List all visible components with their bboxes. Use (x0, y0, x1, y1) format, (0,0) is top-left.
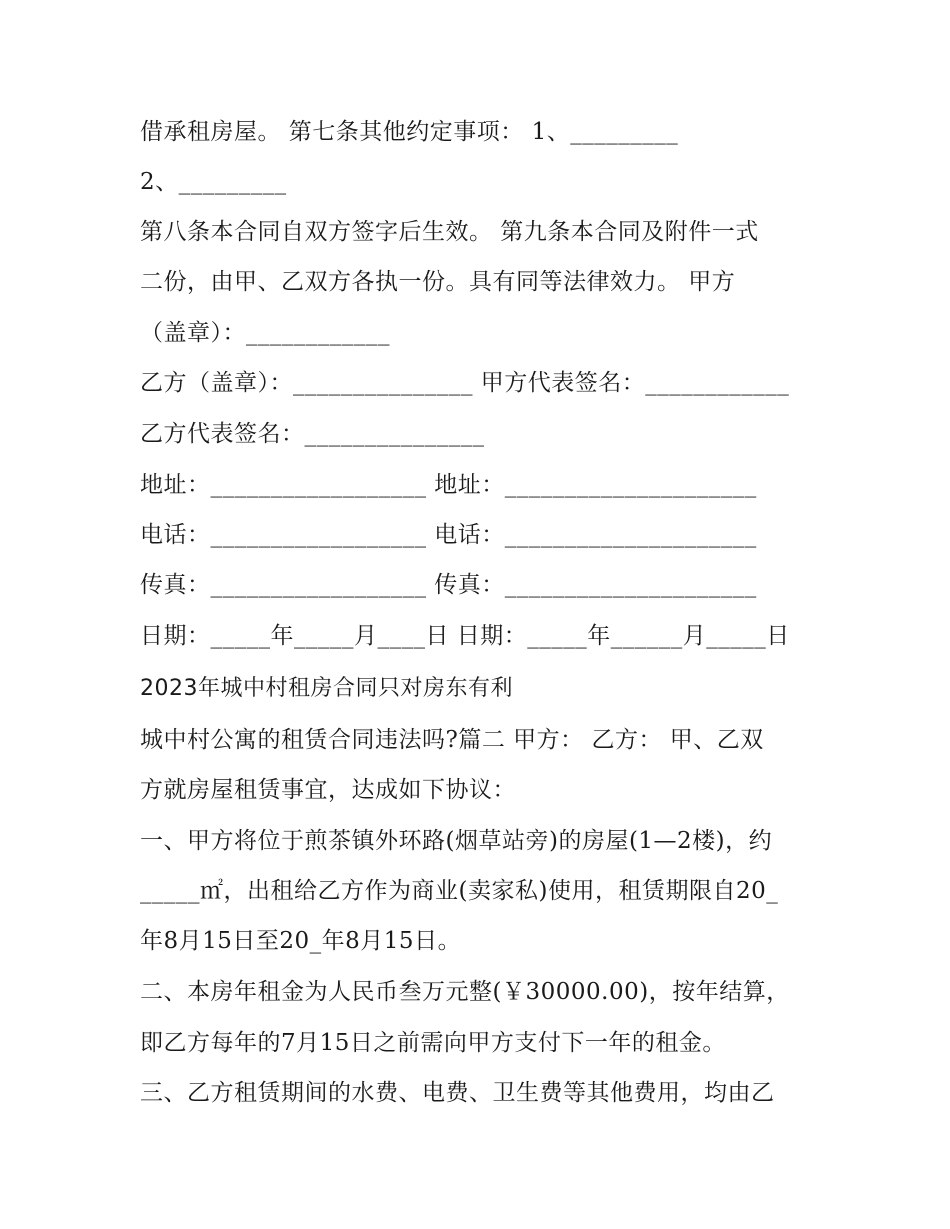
text-line-13: 城中村公寓的租赁合同违法吗?篇二 甲方： 乙方： 甲、乙双 (140, 727, 764, 753)
text-line-8: 地址：__________________ 地址：_____________________ (140, 472, 757, 498)
text-line-2: 2、_________ (140, 169, 287, 195)
text-line-10: 传真：__________________ 传真：_____________________ (140, 572, 757, 598)
text-line-6: 乙方（盖章）：_______________ 甲方代表签名：____________ (140, 370, 790, 396)
text-line-9: 电话：__________________ 电话：_____________________ (140, 522, 757, 548)
text-line-18: 二、本房年租金为人民币叁万元整(￥30000.00)，按年结算， (140, 979, 790, 1005)
text-line-5: （盖章）：____________ (140, 320, 390, 346)
text-line-4: 二份，由甲、乙双方各执一份。具有同等法律效力。 甲方 (140, 269, 736, 295)
text-line-7: 乙方代表签名：_______________ (140, 421, 485, 447)
text-line-17: 年8月15日至20_年8月15日。 (140, 928, 462, 954)
text-line-14: 方就房屋租赁事宜，达成如下协议： (140, 777, 516, 803)
text-line-11: 日期：_____年_____月____日 日期：_____年______月_____日 (140, 623, 790, 649)
text-line-15: 一、甲方将位于煎茶镇外环路(烟草站旁)的房屋(1—2楼)，约 (140, 828, 773, 854)
text-line-16: _____㎡，出租给乙方作为商业(卖家私)使用，租赁期限自20_ (140, 878, 779, 904)
text-line-1: 借承租房屋。 第七条其他约定事项： 1、_________ (140, 119, 679, 145)
text-line-19: 即乙方每年的7月15日之前需向甲方支付下一年的租金。 (140, 1030, 726, 1056)
text-line-20: 三、乙方租赁期间的水费、电费、卫生费等其他费用，均由乙 (140, 1080, 775, 1106)
section-heading: 2023年城中村租房合同只对房东有利 (140, 676, 513, 701)
text-line-3: 第八条本合同自双方签字后生效。 第九条本合同及附件一式 (140, 219, 759, 245)
